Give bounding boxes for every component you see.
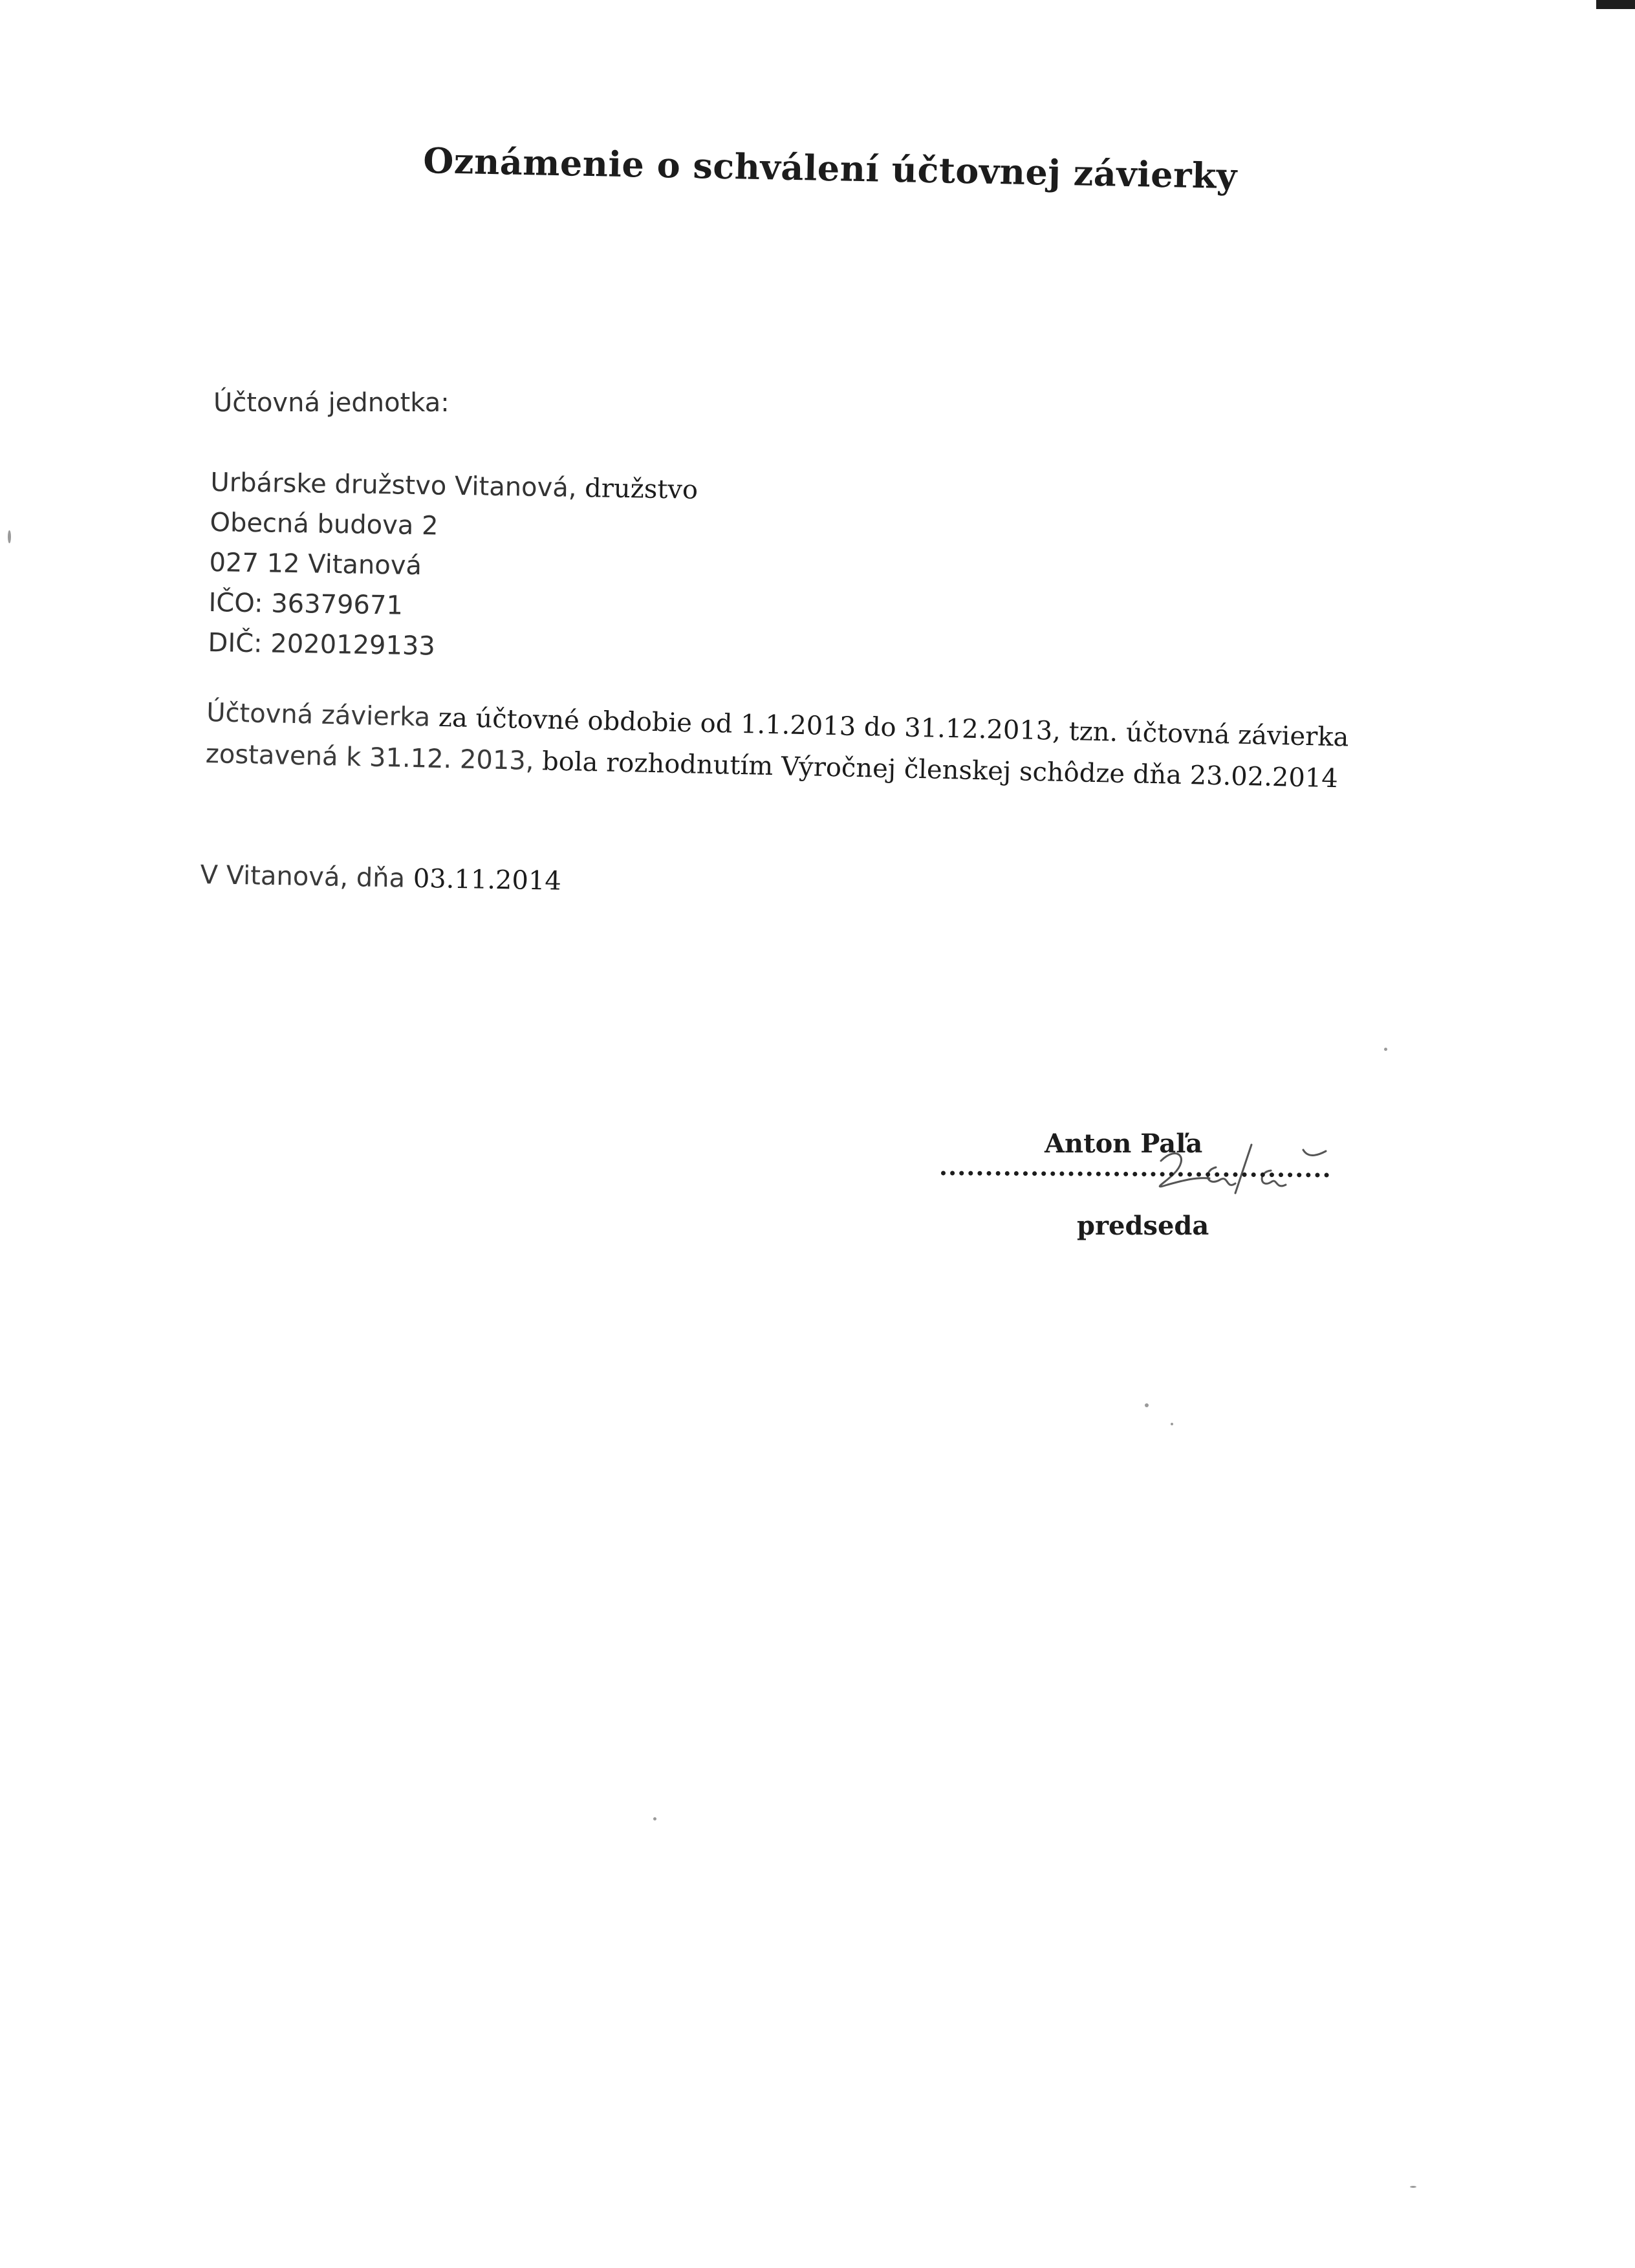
scan-edge-mark xyxy=(1596,0,1635,9)
entity-dic-line xyxy=(208,623,696,671)
dic-value: 2020129133 xyxy=(270,629,436,662)
scan-speck xyxy=(1384,1048,1387,1051)
entity-name-line xyxy=(210,462,698,510)
signatory-role: predseda xyxy=(1077,1211,1209,1241)
ico-value: 36379671 xyxy=(270,589,404,621)
statement-line-2-part-b: bola rozhodnutím Výročnej členskej schôdze dňa 23.02.2014 xyxy=(541,746,1339,794)
date-text: 03.11.2014 xyxy=(413,863,562,896)
place-text: V Vitanová, dňa xyxy=(200,860,406,894)
ico-label: IČO: xyxy=(208,587,263,619)
scan-speck xyxy=(1410,2186,1416,2188)
approval-statement xyxy=(205,692,1349,800)
entity-street: Obecná budova 2 xyxy=(210,507,439,541)
scan-speck xyxy=(8,530,11,543)
dic-label: DIČ: xyxy=(208,627,263,659)
scan-speck xyxy=(1145,1403,1149,1407)
document-title: Oznámenie o schválení účtovnej závierky xyxy=(422,140,1238,197)
place-and-date xyxy=(200,860,561,896)
statement-line-1-part-b: za účtovné obdobie od 1.1.2013 do 31.12.2013, tzn. účtovná závierka xyxy=(438,702,1349,753)
entity-address xyxy=(208,462,698,671)
statement-line-1-part-a: Účtovná závierka xyxy=(206,697,431,733)
entity-ico-line xyxy=(208,583,697,631)
scan-speck xyxy=(1171,1423,1173,1425)
handwritten-signature xyxy=(1138,1132,1345,1203)
statement-line-2-part-a: zostavená k 31.12. 2013, xyxy=(205,739,534,777)
signatory-name: Anton Paľa xyxy=(1045,1129,1203,1159)
entity-label: Účtovná jednotka: xyxy=(213,388,449,418)
entity-city: 027 12 Vitanová xyxy=(209,547,422,581)
scan-speck xyxy=(653,1817,656,1820)
entity-name-part-b: družstvo xyxy=(584,473,698,505)
entity-name-part-a: Urbárske družstvo Vitanová, xyxy=(210,467,577,503)
